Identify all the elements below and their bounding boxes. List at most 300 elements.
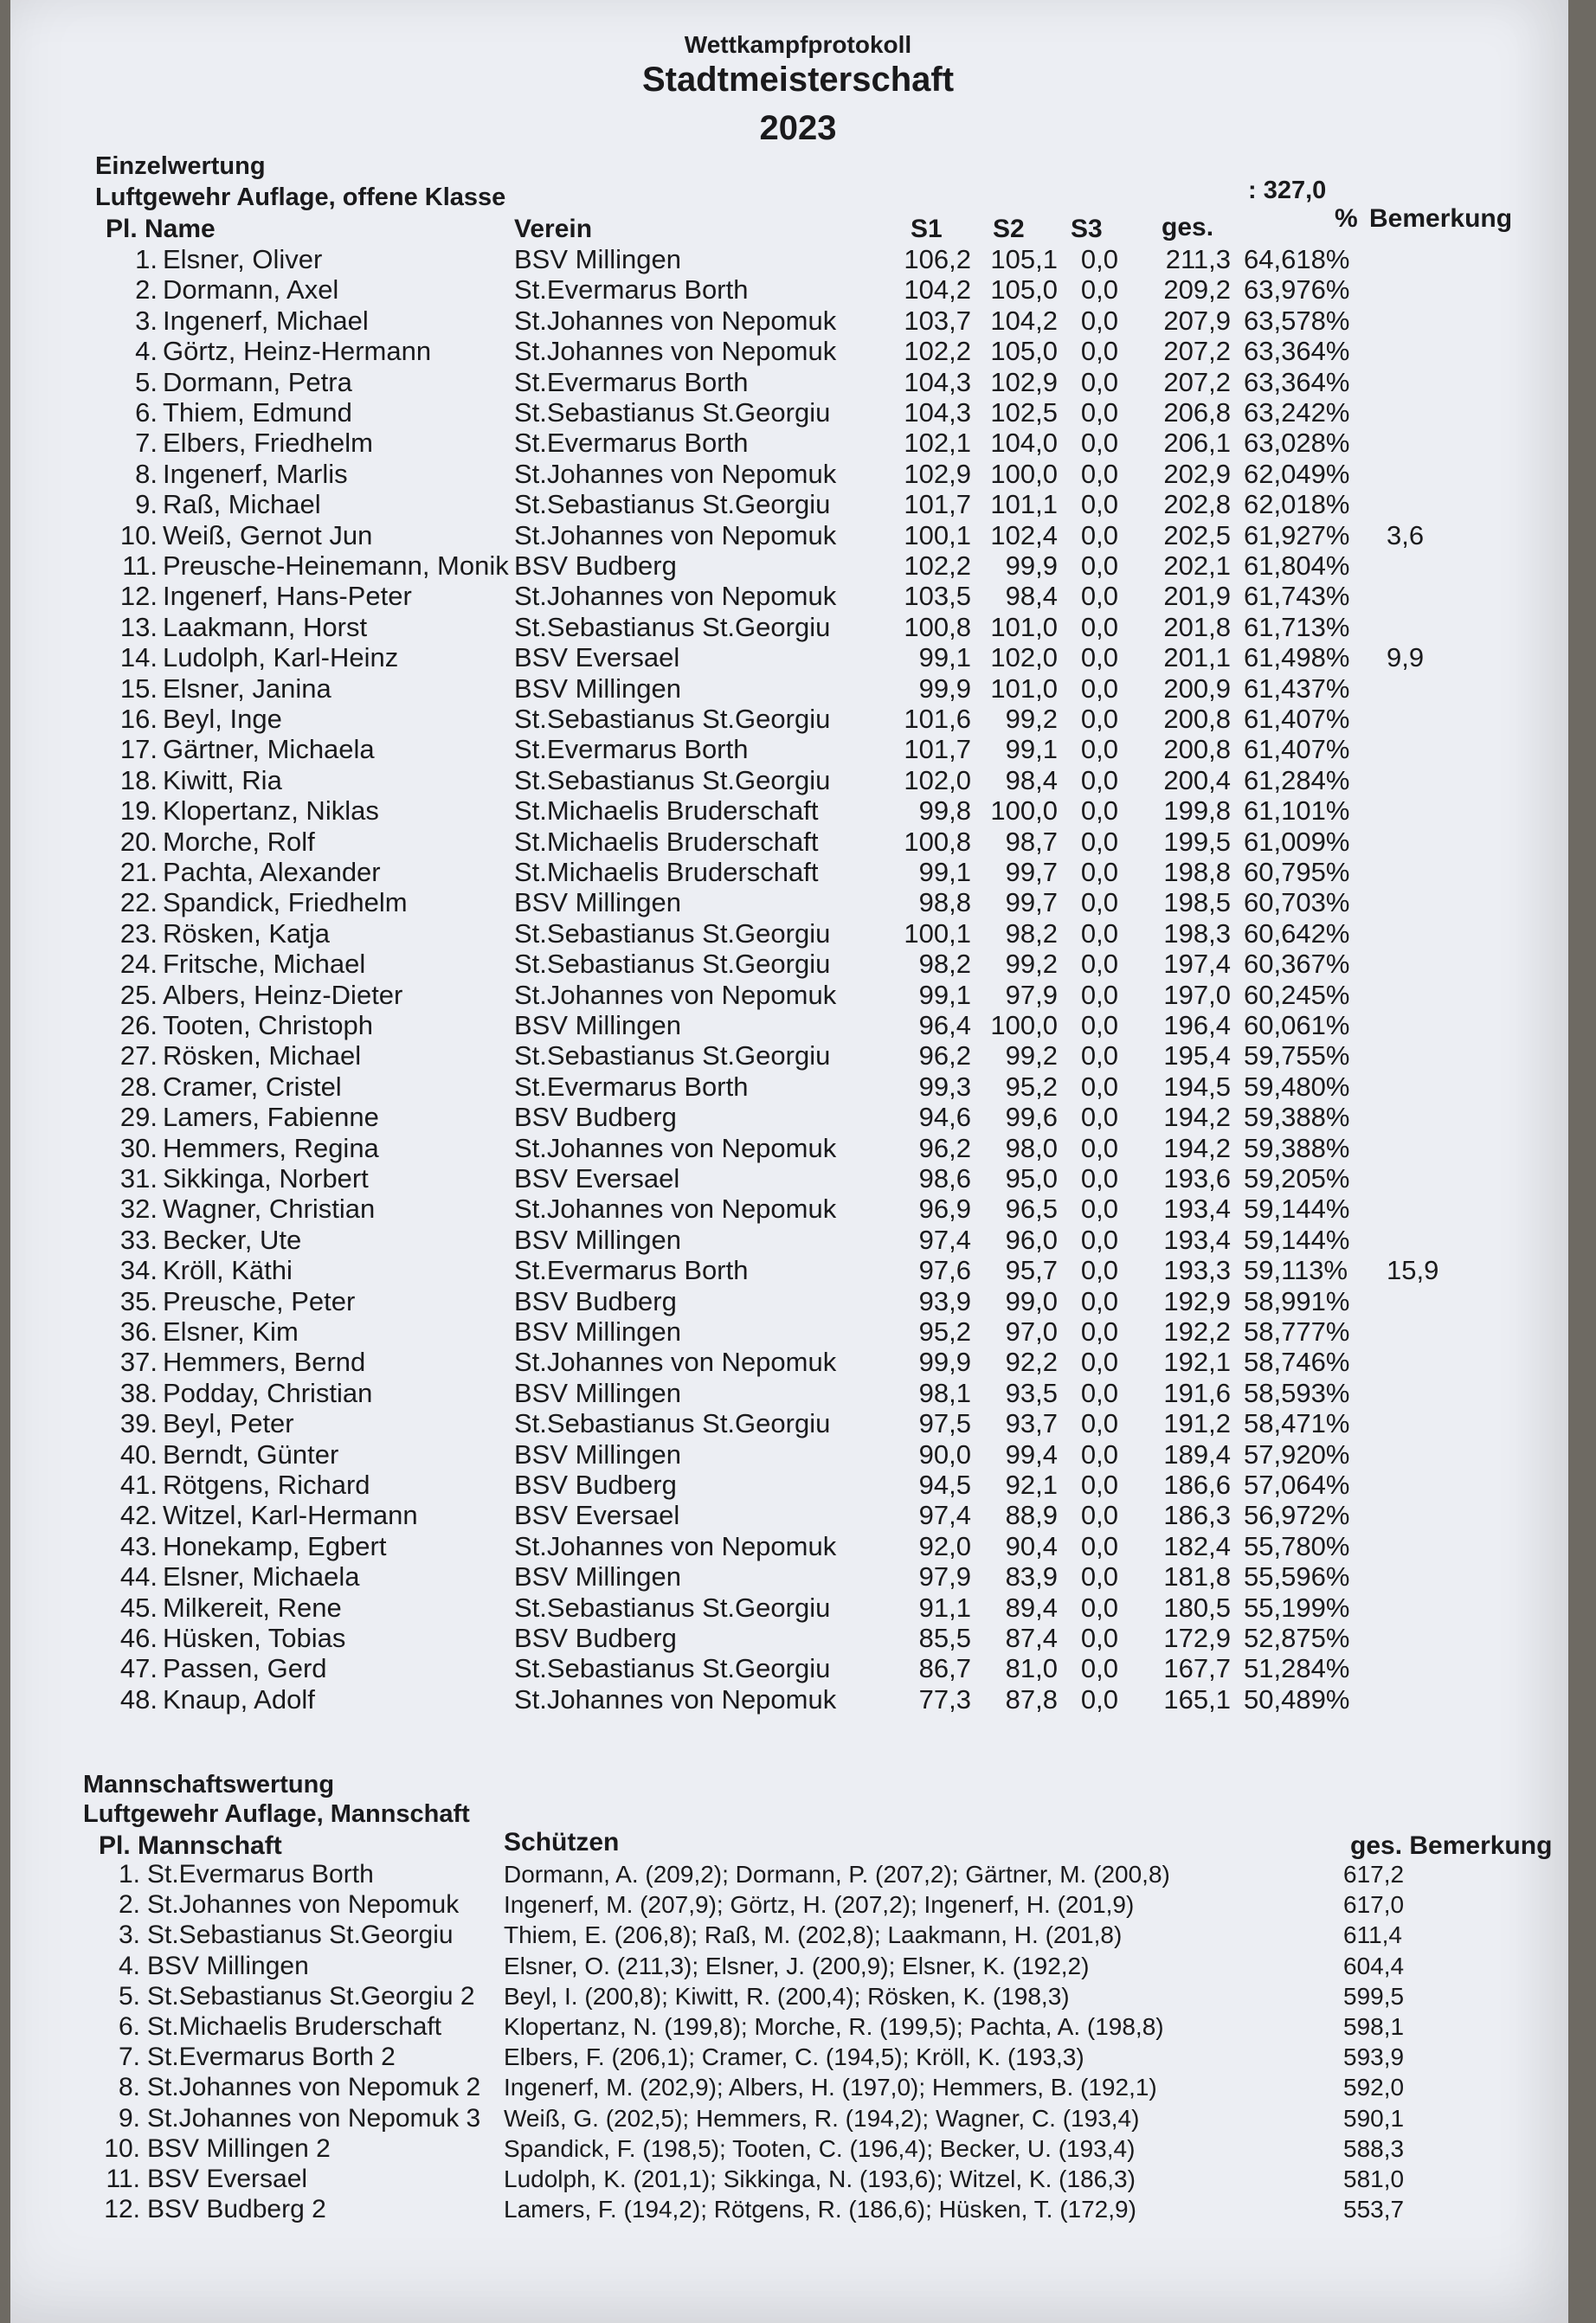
table-row: [10, 2103, 1568, 2133]
s1-cell: 104,3: [904, 397, 971, 428]
ges-cell: 186,6: [1163, 1470, 1231, 1500]
table-row: [10, 2194, 1568, 2224]
total-cell: 581,0: [1343, 2165, 1405, 2192]
ges-cell: 193,3: [1163, 1255, 1231, 1286]
ges-cell: 189,4: [1163, 1438, 1231, 1470]
header-pct: %: [1335, 204, 1358, 233]
ges-cell: 209,2: [1163, 274, 1231, 306]
percent-cell: 63,242%: [1244, 397, 1350, 428]
name-cell: Görtz, Heinz-Hermann: [163, 336, 432, 367]
name-cell: Beyl, Peter: [163, 1408, 294, 1439]
s2-cell: 81,0: [1005, 1653, 1058, 1684]
total-cell: 617,2: [1343, 1861, 1405, 1888]
s3-cell: 0,0: [1080, 826, 1118, 857]
s1-cell: 101,6: [904, 704, 971, 734]
rank-cell: 11.: [106, 2165, 140, 2193]
rank-cell: 1.: [118, 1860, 140, 1889]
club-cell: BSV Budberg: [514, 550, 677, 581]
s2-cell: 98,0: [1005, 1132, 1058, 1163]
club-cell: BSV Millingen: [514, 672, 681, 704]
club-cell: St.Evermarus Borth: [514, 274, 749, 306]
s2-cell: 95,7: [1005, 1255, 1058, 1286]
percent-cell: 59,205%: [1244, 1163, 1350, 1194]
percent-cell: 59,388%: [1244, 1102, 1350, 1133]
header-pl-team: Pl. Mannschaft: [99, 1831, 282, 1860]
s3-cell: 0,0: [1080, 734, 1118, 765]
s3-cell: 0,0: [1080, 1316, 1118, 1347]
s1-cell: 101,7: [904, 734, 971, 765]
name-cell: Gärtner, Michaela: [163, 734, 375, 765]
ges-cell: 200,9: [1163, 672, 1231, 704]
s3-cell: 0,0: [1080, 1132, 1118, 1163]
rank-cell: 17.: [119, 734, 158, 765]
s2-cell: 93,5: [1005, 1377, 1058, 1408]
s2-cell: 99,7: [1005, 887, 1058, 918]
team-cell: St.Sebastianus St.Georgiu 2: [147, 1981, 475, 2011]
club-cell: St.Johannes von Nepomuk: [514, 979, 837, 1010]
s1-cell: 96,4: [918, 1010, 971, 1040]
rank-cell: 20.: [119, 826, 158, 857]
s1-cell: 99,1: [918, 979, 971, 1010]
club-cell: BSV Millingen: [514, 244, 681, 274]
percent-cell: 59,144%: [1244, 1224, 1350, 1255]
table-row: [10, 1040, 1568, 1071]
s1-cell: 96,9: [918, 1194, 971, 1225]
rank-cell: 41.: [119, 1470, 158, 1500]
table-row: [10, 734, 1568, 764]
club-cell: St.Johannes von Nepomuk: [514, 336, 837, 367]
rank-cell: 29.: [119, 1102, 158, 1133]
ges-cell: 202,5: [1163, 519, 1231, 550]
ges-cell: 194,2: [1163, 1132, 1231, 1163]
club-cell: BSV Millingen: [514, 1316, 681, 1347]
ges-cell: 202,9: [1163, 458, 1231, 489]
rank-cell: 2.: [118, 1890, 140, 1920]
rank-cell: 3.: [118, 1921, 140, 1950]
s3-cell: 0,0: [1080, 1653, 1118, 1684]
table-row: [10, 244, 1568, 274]
table-row: [10, 2042, 1568, 2072]
team-cell: St.Johannes von Nepomuk 3: [147, 2103, 481, 2133]
ges-cell: 193,4: [1163, 1194, 1231, 1225]
s2-cell: 88,9: [1005, 1500, 1058, 1531]
club-cell: BSV Millingen: [514, 887, 681, 918]
table-row: [10, 857, 1568, 887]
name-cell: Podday, Christian: [163, 1377, 373, 1408]
rank-cell: 35.: [119, 1285, 158, 1316]
rank-cell: 2.: [135, 274, 158, 306]
total-cell: 598,1: [1343, 2013, 1405, 2040]
percent-cell: 61,407%: [1244, 734, 1350, 765]
shooters-cell: Elbers, F. (206,1); Cramer, C. (194,5); Kröll, K. (193,3): [504, 2043, 1084, 2071]
table-row: [10, 1163, 1568, 1194]
ges-cell: 198,8: [1163, 857, 1231, 887]
percent-cell: 55,199%: [1244, 1592, 1350, 1623]
s3-cell: 0,0: [1080, 1438, 1118, 1470]
team-cell: St.Michaelis Bruderschaft: [147, 2012, 442, 2041]
s3-cell: 0,0: [1080, 1010, 1118, 1040]
s1-cell: 94,6: [918, 1102, 971, 1133]
rank-cell: 28.: [119, 1071, 158, 1102]
name-cell: Hemmers, Regina: [163, 1132, 379, 1163]
rank-cell: 36.: [119, 1316, 158, 1347]
s2-cell: 101,1: [990, 489, 1058, 520]
remark-cell: 3,6: [1387, 519, 1425, 550]
header-ges: ges.: [1162, 213, 1214, 241]
club-cell: St.Sebastianus St.Georgiu: [514, 489, 831, 520]
s1-cell: 102,0: [904, 764, 971, 795]
table-row: [10, 2133, 1568, 2164]
shooters-cell: Spandick, F. (198,5); Tooten, C. (196,4); Becker, U. (193,4): [504, 2134, 1136, 2162]
name-cell: Wagner, Christian: [163, 1194, 376, 1225]
table-row: [10, 1439, 1568, 1470]
rank-cell: 25.: [119, 979, 158, 1010]
ges-cell: 211,3: [1165, 244, 1231, 274]
shooters-cell: Dormann, A. (209,2); Dormann, P. (207,2); Gärtner, M. (200,8): [504, 1861, 1170, 1888]
ges-cell: 194,5: [1163, 1071, 1231, 1102]
total-cell: 553,7: [1343, 2196, 1405, 2223]
s2-cell: 99,9: [1005, 550, 1058, 581]
s1-cell: 92,0: [918, 1530, 971, 1561]
percent-cell: 62,049%: [1244, 458, 1350, 489]
rank-cell: 44.: [119, 1561, 158, 1593]
club-cell: St.Johannes von Nepomuk: [514, 1194, 837, 1225]
percent-cell: 56,972%: [1244, 1500, 1350, 1531]
s2-cell: 101,0: [990, 611, 1058, 642]
ges-cell: 201,9: [1163, 581, 1231, 612]
percent-cell: 58,991%: [1244, 1285, 1350, 1316]
ges-cell: 200,8: [1163, 704, 1231, 734]
percent-cell: 63,364%: [1244, 336, 1350, 367]
s3-cell: 0,0: [1080, 489, 1118, 520]
ges-cell: 186,3: [1163, 1500, 1231, 1531]
percent-cell: 60,795%: [1244, 857, 1350, 887]
s1-cell: 102,1: [904, 428, 971, 459]
percent-cell: 60,367%: [1244, 949, 1350, 980]
name-cell: Becker, Ute: [163, 1224, 302, 1255]
rank-cell: 42.: [119, 1500, 158, 1531]
s3-cell: 0,0: [1080, 1102, 1118, 1133]
name-cell: Honekamp, Egbert: [163, 1530, 387, 1561]
name-cell: Laakmann, Horst: [163, 611, 368, 642]
s1-cell: 98,8: [918, 887, 971, 918]
header-bemerkung: Bemerkung: [1369, 204, 1513, 233]
s3-cell: 0,0: [1080, 764, 1118, 795]
name-cell: Fritsche, Michael: [163, 949, 366, 980]
s3-cell: 0,0: [1080, 1470, 1118, 1500]
s1-cell: 96,2: [918, 1132, 971, 1163]
rank-cell: 14.: [119, 642, 158, 673]
s1-cell: 77,3: [918, 1683, 971, 1715]
ges-cell: 202,8: [1163, 489, 1231, 520]
s3-cell: 0,0: [1080, 1224, 1118, 1255]
header-s1: S1: [911, 215, 943, 243]
table-row: [10, 949, 1568, 979]
s1-cell: 99,9: [918, 1347, 971, 1378]
club-cell: St.Evermarus Borth: [514, 1071, 749, 1102]
s3-cell: 0,0: [1080, 1561, 1118, 1593]
total-cell: 599,5: [1343, 1982, 1405, 2010]
name-cell: Witzel, Karl-Hermann: [163, 1500, 418, 1531]
club-cell: St.Sebastianus St.Georgiu: [514, 917, 831, 949]
name-cell: Ingenerf, Michael: [163, 305, 369, 336]
s1-cell: 104,2: [904, 274, 971, 306]
s1-cell: 100,1: [904, 519, 971, 550]
table-row: [10, 1531, 1568, 1561]
rank-cell: 21.: [119, 857, 158, 887]
section-individual: Einzelwertung: [95, 152, 266, 180]
ges-cell: 193,6: [1163, 1163, 1231, 1194]
s1-cell: 103,5: [904, 581, 971, 612]
club-cell: St.Michaelis Bruderschaft: [514, 857, 819, 887]
table-row: [10, 274, 1568, 305]
club-cell: BSV Budberg: [514, 1285, 677, 1316]
s3-cell: 0,0: [1080, 428, 1118, 459]
document-kind: Wettkampfprotokoll: [684, 31, 912, 58]
percent-cell: 58,471%: [1244, 1408, 1350, 1439]
s3-cell: 0,0: [1080, 857, 1118, 887]
club-cell: BSV Millingen: [514, 1224, 681, 1255]
club-cell: St.Sebastianus St.Georgiu: [514, 949, 831, 980]
total-cell: 617,0: [1343, 1891, 1405, 1919]
club-cell: St.Sebastianus St.Georgiu: [514, 1408, 831, 1439]
name-cell: Dormann, Petra: [163, 366, 352, 397]
club-cell: BSV Millingen: [514, 1377, 681, 1408]
table-row: [10, 1593, 1568, 1623]
percent-cell: 61,927%: [1244, 519, 1350, 550]
name-cell: Kröll, Käthi: [163, 1255, 293, 1286]
ges-cell: 200,8: [1163, 734, 1231, 765]
shooters-cell: Lamers, F. (194,2); Rötgens, R. (186,6); Hüsken, T. (172,9): [504, 2196, 1136, 2223]
rank-cell: 4.: [118, 1951, 140, 1980]
s2-cell: 102,5: [990, 397, 1058, 428]
rank-cell: 27.: [119, 1040, 158, 1071]
name-cell: Albers, Heinz-Dieter: [163, 979, 403, 1010]
club-cell: St.Sebastianus St.Georgiu: [514, 1592, 831, 1623]
ges-cell: 206,1: [1163, 428, 1231, 459]
rank-cell: 39.: [119, 1408, 158, 1439]
name-cell: Lamers, Fabienne: [163, 1102, 379, 1133]
table-row: [10, 2164, 1568, 2194]
table-row: [10, 1561, 1568, 1592]
shooters-cell: Elsner, O. (211,3); Elsner, J. (200,9); Elsner, K. (192,2): [504, 1952, 1090, 1979]
rank-cell: 9.: [118, 2103, 140, 2133]
s1-cell: 86,7: [918, 1653, 971, 1684]
table-row: [10, 1500, 1568, 1530]
shooters-cell: Ingenerf, M. (202,9); Albers, H. (197,0); Hemmers, B. (192,1): [504, 2074, 1157, 2101]
s2-cell: 92,2: [1005, 1347, 1058, 1378]
rank-cell: 43.: [119, 1530, 158, 1561]
name-cell: Hemmers, Bernd: [163, 1347, 366, 1378]
s2-cell: 98,4: [1005, 764, 1058, 795]
ges-cell: 193,4: [1163, 1224, 1231, 1255]
percent-cell: 59,480%: [1244, 1071, 1350, 1102]
team-cell: BSV Millingen 2: [147, 2133, 331, 2163]
rank-cell: 33.: [119, 1224, 158, 1255]
s1-cell: 103,7: [904, 305, 971, 336]
table-row: [10, 428, 1568, 458]
percent-cell: 64,618%: [1244, 244, 1350, 274]
name-cell: Raß, Michael: [163, 489, 321, 520]
table-row: [10, 1981, 1568, 2011]
s1-cell: 100,1: [904, 917, 971, 949]
team-cell: St.Evermarus Borth 2: [147, 2043, 396, 2072]
s1-cell: 99,9: [918, 672, 971, 704]
s1-cell: 99,1: [918, 642, 971, 673]
s3-cell: 0,0: [1080, 642, 1118, 673]
s2-cell: 105,1: [990, 244, 1058, 274]
rank-cell: 32.: [119, 1194, 158, 1225]
s3-cell: 0,0: [1080, 1040, 1118, 1071]
s2-cell: 99,2: [1005, 704, 1058, 734]
club-cell: St.Evermarus Borth: [514, 1255, 749, 1286]
s1-cell: 97,5: [918, 1408, 971, 1439]
club-cell: St.Evermarus Borth: [514, 734, 749, 765]
percent-cell: 58,593%: [1244, 1377, 1350, 1408]
club-cell: St.Johannes von Nepomuk: [514, 1132, 837, 1163]
rank-cell: 31.: [119, 1163, 158, 1194]
ges-cell: 180,5: [1163, 1592, 1231, 1623]
name-cell: Rösken, Michael: [163, 1040, 362, 1071]
s1-cell: 102,2: [904, 550, 971, 581]
s2-cell: 96,5: [1005, 1194, 1058, 1225]
percent-cell: 63,976%: [1244, 274, 1350, 306]
s1-cell: 95,2: [918, 1316, 971, 1347]
s2-cell: 100,0: [990, 458, 1058, 489]
table-row: [10, 1889, 1568, 1920]
s2-cell: 105,0: [990, 274, 1058, 306]
table-row: [10, 336, 1568, 366]
header-schuetzen: Schützen: [504, 1828, 620, 1856]
rank-cell: 22.: [119, 887, 158, 918]
percent-cell: 57,064%: [1244, 1470, 1350, 1500]
name-cell: Knaup, Adolf: [163, 1683, 315, 1715]
document-title: Stadtmeisterschaft: [641, 61, 955, 99]
club-cell: St.Evermarus Borth: [514, 366, 749, 397]
percent-cell: 52,875%: [1244, 1623, 1350, 1653]
table-row: [10, 1071, 1568, 1102]
percent-cell: 59,755%: [1244, 1040, 1350, 1071]
table-row: [10, 1225, 1568, 1255]
club-cell: St.Johannes von Nepomuk: [514, 1347, 837, 1378]
ges-cell: 206,8: [1163, 397, 1231, 428]
rank-cell: 6.: [118, 2012, 140, 2041]
rank-cell: 1.: [135, 244, 158, 274]
s2-cell: 95,2: [1005, 1071, 1058, 1102]
table-row: [10, 2011, 1568, 2042]
club-cell: BSV Millingen: [514, 1010, 681, 1040]
name-cell: Cramer, Cristel: [163, 1071, 342, 1102]
ges-cell: 191,2: [1163, 1408, 1231, 1439]
percent-cell: 61,498%: [1244, 642, 1350, 673]
s2-cell: 92,1: [1005, 1470, 1058, 1500]
s2-cell: 100,0: [990, 795, 1058, 827]
name-cell: Dormann, Axel: [163, 274, 339, 306]
s1-cell: 97,4: [918, 1224, 971, 1255]
rank-cell: 9.: [135, 489, 158, 520]
s1-cell: 99,1: [918, 857, 971, 887]
s1-cell: 96,2: [918, 1040, 971, 1071]
s1-cell: 99,3: [918, 1071, 971, 1102]
table-row: [10, 1684, 1568, 1715]
ges-cell: 207,2: [1163, 336, 1231, 367]
s3-cell: 0,0: [1080, 305, 1118, 336]
s3-cell: 0,0: [1080, 611, 1118, 642]
s3-cell: 0,0: [1080, 1408, 1118, 1439]
rank-cell: 10.: [119, 519, 158, 550]
club-cell: St.Sebastianus St.Georgiu: [514, 704, 831, 734]
ges-cell: 196,4: [1163, 1010, 1231, 1040]
ges-cell: 201,1: [1163, 642, 1231, 673]
s2-cell: 104,0: [990, 428, 1058, 459]
table-row: [10, 1255, 1568, 1285]
club-cell: St.Michaelis Bruderschaft: [514, 795, 819, 827]
s2-cell: 87,8: [1005, 1683, 1058, 1715]
table-row: [10, 642, 1568, 672]
s3-cell: 0,0: [1080, 397, 1118, 428]
discipline-team: Luftgewehr Auflage, Mannschaft: [83, 1800, 470, 1828]
name-cell: Elsner, Michaela: [163, 1561, 360, 1593]
max-score-label: : 327,0: [1248, 177, 1327, 204]
table-row: [10, 1920, 1568, 1950]
total-cell: 592,0: [1343, 2074, 1405, 2101]
table-row: [10, 397, 1568, 428]
s2-cell: 95,0: [1005, 1163, 1058, 1194]
team-cell: BSV Eversael: [147, 2165, 308, 2193]
s1-cell: 98,2: [918, 949, 971, 980]
rank-cell: 47.: [119, 1653, 158, 1684]
ges-cell: 207,9: [1163, 305, 1231, 336]
name-cell: Thiem, Edmund: [163, 397, 352, 428]
rank-cell: 19.: [119, 795, 158, 827]
percent-cell: 61,284%: [1244, 764, 1350, 795]
total-cell: 604,4: [1343, 1952, 1405, 1979]
name-cell: Rötgens, Richard: [163, 1470, 370, 1500]
s3-cell: 0,0: [1080, 1163, 1118, 1194]
s2-cell: 104,2: [990, 305, 1058, 336]
s1-cell: 90,0: [918, 1438, 971, 1470]
rank-cell: 5.: [118, 1981, 140, 2011]
table-row: [10, 520, 1568, 550]
rank-cell: 10.: [104, 2133, 140, 2163]
rank-cell: 4.: [135, 336, 158, 367]
s3-cell: 0,0: [1080, 979, 1118, 1010]
s2-cell: 98,4: [1005, 581, 1058, 612]
name-cell: Elsner, Janina: [163, 672, 331, 704]
s1-cell: 100,8: [904, 826, 971, 857]
document-page: [10, 0, 1568, 2323]
club-cell: BSV Millingen: [514, 1438, 681, 1470]
rank-cell: 34.: [119, 1255, 158, 1286]
table-row: [10, 1102, 1568, 1132]
s2-cell: 99,2: [1005, 1040, 1058, 1071]
team-cell: BSV Budberg 2: [147, 2195, 326, 2224]
rank-cell: 23.: [119, 917, 158, 949]
s2-cell: 102,0: [990, 642, 1058, 673]
name-cell: Tooten, Christoph: [163, 1010, 373, 1040]
rank-cell: 8.: [135, 458, 158, 489]
shooters-cell: Weiß, G. (202,5); Hemmers, R. (194,2); Wagner, C. (193,4): [504, 2104, 1140, 2132]
s2-cell: 99,4: [1005, 1438, 1058, 1470]
club-cell: BSV Budberg: [514, 1623, 677, 1653]
club-cell: St.Sebastianus St.Georgiu: [514, 611, 831, 642]
s2-cell: 99,0: [1005, 1285, 1058, 1316]
percent-cell: 59,144%: [1244, 1194, 1350, 1225]
club-cell: St.Sebastianus St.Georgiu: [514, 1653, 831, 1684]
s1-cell: 85,5: [918, 1623, 971, 1653]
table-row: [10, 980, 1568, 1010]
s2-cell: 99,1: [1005, 734, 1058, 765]
